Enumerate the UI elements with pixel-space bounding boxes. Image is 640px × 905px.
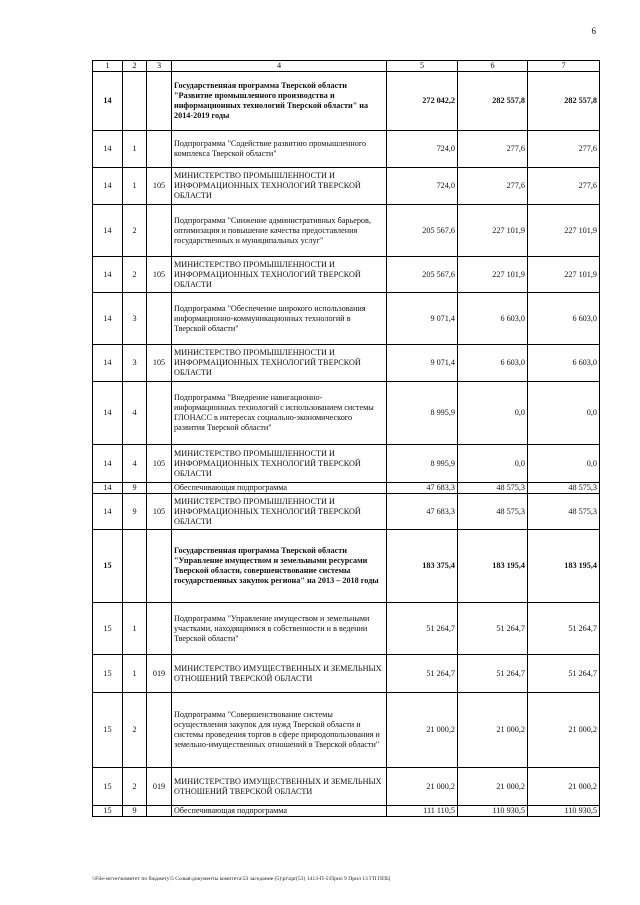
cell-subprogram-code: 2	[123, 768, 147, 806]
cell-value-col6: 51 264,7	[458, 655, 528, 693]
cell-admin-code	[147, 205, 172, 257]
cell-subprogram-code: 9	[123, 483, 147, 494]
cell-description: Подпрограмма "Обеспечение широкого использования информационно-коммуникационных технологий в Тверской области"	[172, 293, 387, 345]
cell-subprogram-code: 3	[123, 345, 147, 382]
cell-value-col7: 0,0	[528, 445, 600, 483]
cell-description: Подпрограмма "Содействие развитию промышленного комплекса Тверской области"	[172, 131, 387, 168]
cell-description: Подпрограмма "Внедрение навигационно-информационных технологий с использованием системы ГЛОНАСС в интересах социально-экономического развития Тверской области"	[172, 382, 387, 445]
cell-value-col5: 47 683,3	[387, 494, 458, 530]
cell-program-code: 15	[93, 603, 123, 655]
footer-file-path: \\File-server\комитет по бюджету\5 Созыв\документы комитета\53 заседание (5)\pr\zpr(53) 1413-П-5\Прил 9 Прил 13 ГП ППЦ	[92, 876, 391, 882]
table-row	[93, 72, 600, 131]
cell-description: Государственная программа Тверской области "Управление имуществом и земельными ресурсами Тверской области, совершенствование системы государственных закупок региона" на 2013 – 2018 годы	[172, 530, 387, 603]
cell-description: МИНИСТЕРСТВО ПРОМЫШЛЕННОСТИ И ИНФОРМАЦИОННЫХ ТЕХНОЛОГИЙ ТВЕРСКОЙ ОБЛАСТИ	[172, 494, 387, 530]
table-row	[93, 806, 600, 817]
budget-table	[92, 60, 600, 817]
header-col-2: 2	[123, 61, 147, 72]
cell-admin-code	[147, 603, 172, 655]
table-row	[93, 345, 600, 382]
cell-subprogram-code: 9	[123, 494, 147, 530]
cell-description: МИНИСТЕРСТВО ИМУЩЕСТВЕННЫХ И ЗЕМЕЛЬНЫХ ОТНОШЕНИЙ ТВЕРСКОЙ ОБЛАСТИ	[172, 768, 387, 806]
cell-subprogram-code: 1	[123, 168, 147, 205]
cell-value-col5: 51 264,7	[387, 655, 458, 693]
cell-admin-code	[147, 483, 172, 494]
cell-value-col5: 205 567,6	[387, 257, 458, 293]
cell-value-col5: 183 375,4	[387, 530, 458, 603]
cell-description: МИНИСТЕРСТВО ПРОМЫШЛЕННОСТИ И ИНФОРМАЦИОННЫХ ТЕХНОЛОГИЙ ТВЕРСКОЙ ОБЛАСТИ	[172, 168, 387, 205]
cell-value-col5: 111 110,5	[387, 806, 458, 817]
table-row	[93, 768, 600, 806]
cell-value-col7: 227 101,9	[528, 205, 600, 257]
cell-value-col5: 205 567,6	[387, 205, 458, 257]
cell-admin-code	[147, 382, 172, 445]
cell-value-col7: 48 575,3	[528, 483, 600, 494]
cell-program-code: 14	[93, 345, 123, 382]
cell-program-code: 14	[93, 494, 123, 530]
cell-admin-code: 105	[147, 445, 172, 483]
cell-description: МИНИСТЕРСТВО ПРОМЫШЛЕННОСТИ И ИНФОРМАЦИОННЫХ ТЕХНОЛОГИЙ ТВЕРСКОЙ ОБЛАСТИ	[172, 445, 387, 483]
table-row	[93, 257, 600, 293]
cell-value-col6: 0,0	[458, 445, 528, 483]
cell-program-code: 14	[93, 72, 123, 131]
cell-value-col6: 227 101,9	[458, 205, 528, 257]
cell-subprogram-code: 4	[123, 382, 147, 445]
cell-value-col7: 21 000,2	[528, 768, 600, 806]
table-row	[93, 382, 600, 445]
cell-admin-code	[147, 806, 172, 817]
cell-description: МИНИСТЕРСТВО ПРОМЫШЛЕННОСТИ И ИНФОРМАЦИОННЫХ ТЕХНОЛОГИЙ ТВЕРСКОЙ ОБЛАСТИ	[172, 345, 387, 382]
cell-program-code: 15	[93, 806, 123, 817]
cell-value-col6: 6 603,0	[458, 345, 528, 382]
cell-program-code: 15	[93, 693, 123, 768]
cell-value-col5: 51 264,7	[387, 603, 458, 655]
cell-value-col6: 6 603,0	[458, 293, 528, 345]
cell-description: МИНИСТЕРСТВО ИМУЩЕСТВЕННЫХ И ЗЕМЕЛЬНЫХ ОТНОШЕНИЙ ТВЕРСКОЙ ОБЛАСТИ	[172, 655, 387, 693]
cell-program-code: 14	[93, 483, 123, 494]
cell-admin-code	[147, 530, 172, 603]
cell-value-col6: 21 000,2	[458, 768, 528, 806]
cell-value-col5: 724,0	[387, 168, 458, 205]
cell-value-col6: 51 264,7	[458, 603, 528, 655]
table-row	[93, 445, 600, 483]
cell-admin-code	[147, 293, 172, 345]
cell-description: Подпрограмма "Снижение административных барьеров, оптимизация и повышение качества предоставления государственных и муниципальных услуг"	[172, 205, 387, 257]
cell-value-col7: 21 000,2	[528, 693, 600, 768]
cell-admin-code	[147, 72, 172, 131]
cell-admin-code: 105	[147, 494, 172, 530]
cell-program-code: 14	[93, 168, 123, 205]
cell-admin-code: 105	[147, 345, 172, 382]
cell-program-code: 15	[93, 530, 123, 603]
table-body	[93, 72, 600, 817]
cell-value-col6: 48 575,3	[458, 483, 528, 494]
header-col-4: 4	[172, 61, 387, 72]
table-row	[93, 530, 600, 603]
cell-value-col7: 48 575,3	[528, 494, 600, 530]
cell-description: Обеспечивающая подпрограмма	[172, 806, 387, 817]
cell-value-col5: 724,0	[387, 131, 458, 168]
cell-program-code: 14	[93, 382, 123, 445]
cell-value-col7: 277,6	[528, 168, 600, 205]
cell-value-col7: 51 264,7	[528, 603, 600, 655]
cell-subprogram-code: 2	[123, 257, 147, 293]
cell-subprogram-code: 1	[123, 131, 147, 168]
cell-value-col6: 110 930,5	[458, 806, 528, 817]
cell-value-col6: 21 000,2	[458, 693, 528, 768]
cell-value-col7: 110 930,5	[528, 806, 600, 817]
header-col-3: 3	[147, 61, 172, 72]
cell-value-col6: 183 195,4	[458, 530, 528, 603]
cell-value-col7: 0,0	[528, 382, 600, 445]
table-row	[93, 494, 600, 530]
cell-subprogram-code: 4	[123, 445, 147, 483]
cell-program-code: 15	[93, 768, 123, 806]
cell-subprogram-code: 2	[123, 205, 147, 257]
cell-subprogram-code: 1	[123, 655, 147, 693]
cell-value-col5: 47 683,3	[387, 483, 458, 494]
cell-description: Государственная программа Тверской области "Развитие промышленного производства и информационных технологий Тверской области" на 2014-2019 годы	[172, 72, 387, 131]
cell-value-col6: 277,6	[458, 168, 528, 205]
cell-value-col7: 277,6	[528, 131, 600, 168]
cell-value-col7: 6 603,0	[528, 293, 600, 345]
cell-subprogram-code: 9	[123, 806, 147, 817]
cell-value-col5: 272 042,2	[387, 72, 458, 131]
cell-description: МИНИСТЕРСТВО ПРОМЫШЛЕННОСТИ И ИНФОРМАЦИОННЫХ ТЕХНОЛОГИЙ ТВЕРСКОЙ ОБЛАСТИ	[172, 257, 387, 293]
cell-program-code: 14	[93, 131, 123, 168]
header-col-5: 5	[387, 61, 458, 72]
cell-value-col7: 183 195,4	[528, 530, 600, 603]
cell-value-col7: 282 557,8	[528, 72, 600, 131]
cell-value-col7: 51 264,7	[528, 655, 600, 693]
cell-value-col6: 277,6	[458, 131, 528, 168]
table-row	[93, 655, 600, 693]
cell-value-col7: 227 101,9	[528, 257, 600, 293]
cell-subprogram-code: 2	[123, 693, 147, 768]
cell-value-col5: 8 995,9	[387, 445, 458, 483]
cell-value-col5: 9 071,4	[387, 345, 458, 382]
cell-description: Обеспечивающая подпрограмма	[172, 483, 387, 494]
cell-admin-code: 105	[147, 168, 172, 205]
header-col-6: 6	[458, 61, 528, 72]
cell-value-col5: 21 000,2	[387, 768, 458, 806]
cell-value-col6: 48 575,3	[458, 494, 528, 530]
cell-description: Подпрограмма "Управление имуществом и земельными участками, находящимися в собственности и в ведении Тверской области"	[172, 603, 387, 655]
cell-admin-code	[147, 693, 172, 768]
cell-value-col6: 282 557,8	[458, 72, 528, 131]
cell-program-code: 14	[93, 293, 123, 345]
table-row	[93, 131, 600, 168]
cell-value-col5: 21 000,2	[387, 693, 458, 768]
cell-subprogram-code: 3	[123, 293, 147, 345]
cell-value-col5: 9 071,4	[387, 293, 458, 345]
table-row	[93, 205, 600, 257]
table-row	[93, 483, 600, 494]
cell-program-code: 15	[93, 655, 123, 693]
header-row	[93, 61, 600, 72]
cell-admin-code	[147, 131, 172, 168]
table-row	[93, 293, 600, 345]
table-row	[93, 693, 600, 768]
table-row	[93, 603, 600, 655]
header-col-1: 1	[93, 61, 123, 72]
cell-program-code: 14	[93, 205, 123, 257]
cell-admin-code: 019	[147, 768, 172, 806]
cell-value-col7: 6 603,0	[528, 345, 600, 382]
header-col-7: 7	[528, 61, 600, 72]
cell-program-code: 14	[93, 445, 123, 483]
table-row	[93, 168, 600, 205]
cell-subprogram-code	[123, 72, 147, 131]
cell-subprogram-code: 1	[123, 603, 147, 655]
cell-admin-code: 019	[147, 655, 172, 693]
cell-program-code: 14	[93, 257, 123, 293]
cell-value-col5: 8 995,9	[387, 382, 458, 445]
cell-subprogram-code	[123, 530, 147, 603]
cell-value-col6: 0,0	[458, 382, 528, 445]
cell-value-col6: 227 101,9	[458, 257, 528, 293]
page-number: 6	[591, 26, 596, 36]
cell-admin-code: 105	[147, 257, 172, 293]
cell-description: Подпрограмма "Совершенствование системы осуществления закупок для нужд Тверской области и системы проведения торгов в сфере природопользования и земельно-имущественных отношений в Тверской области"	[172, 693, 387, 768]
